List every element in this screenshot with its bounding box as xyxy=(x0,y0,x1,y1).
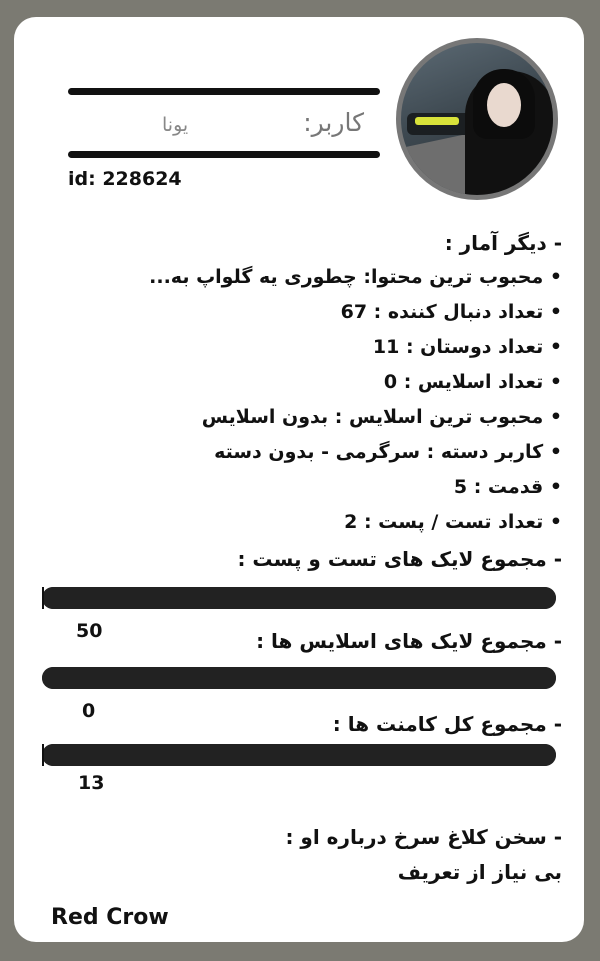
profile-card xyxy=(14,17,584,942)
stat-friends: • تعداد دوستان : 11 xyxy=(372,336,562,358)
quote-header: - سخن کلاغ سرخ درباره او : xyxy=(285,825,562,849)
stat-favorite-content: • محبوب ترین محتوا: چطوری یه گلواپ به... xyxy=(149,266,562,288)
likes-posts-label: - مجموع لایک های تست و پست : xyxy=(237,547,562,571)
likes-posts-value: 50 xyxy=(76,620,103,642)
name-top-rule xyxy=(68,88,380,95)
user-id: id: 228624 xyxy=(68,168,182,190)
comments-bar xyxy=(42,744,556,766)
stats-header: - دیگر آمار : xyxy=(444,231,562,255)
comments-value: 13 xyxy=(78,772,105,794)
quote-text: بی نیاز از تعریف xyxy=(397,860,562,884)
likes-slices-value: 0 xyxy=(82,700,96,722)
likes-slices-label: - مجموع لایک های اسلایس ها : xyxy=(256,629,562,653)
user-name-row xyxy=(74,108,364,148)
likes-slices-bar xyxy=(42,667,556,689)
stat-slices: • تعداد اسلایس : 0 xyxy=(383,371,562,393)
stat-age: • قدمت : 5 xyxy=(453,476,562,498)
stat-tests-posts: • تعداد تست / پست : 2 xyxy=(344,511,562,533)
stat-category: • کاربر دسته : سرگرمی - بدون دسته xyxy=(214,441,562,463)
comments-label: - مجموع کل کامنت ها : xyxy=(332,712,562,736)
stat-favorite-slice: • محبوب ترین اسلایس : بدون اسلایس xyxy=(201,406,562,428)
user-name: یونا xyxy=(162,114,189,136)
avatar xyxy=(396,38,558,200)
likes-posts-bar xyxy=(42,587,556,609)
user-label: کاربر: xyxy=(303,108,364,137)
footer-signature: Red Crow xyxy=(51,905,169,930)
stat-followers: • تعداد دنبال کننده : 67 xyxy=(340,301,562,323)
name-bottom-rule xyxy=(68,151,380,158)
